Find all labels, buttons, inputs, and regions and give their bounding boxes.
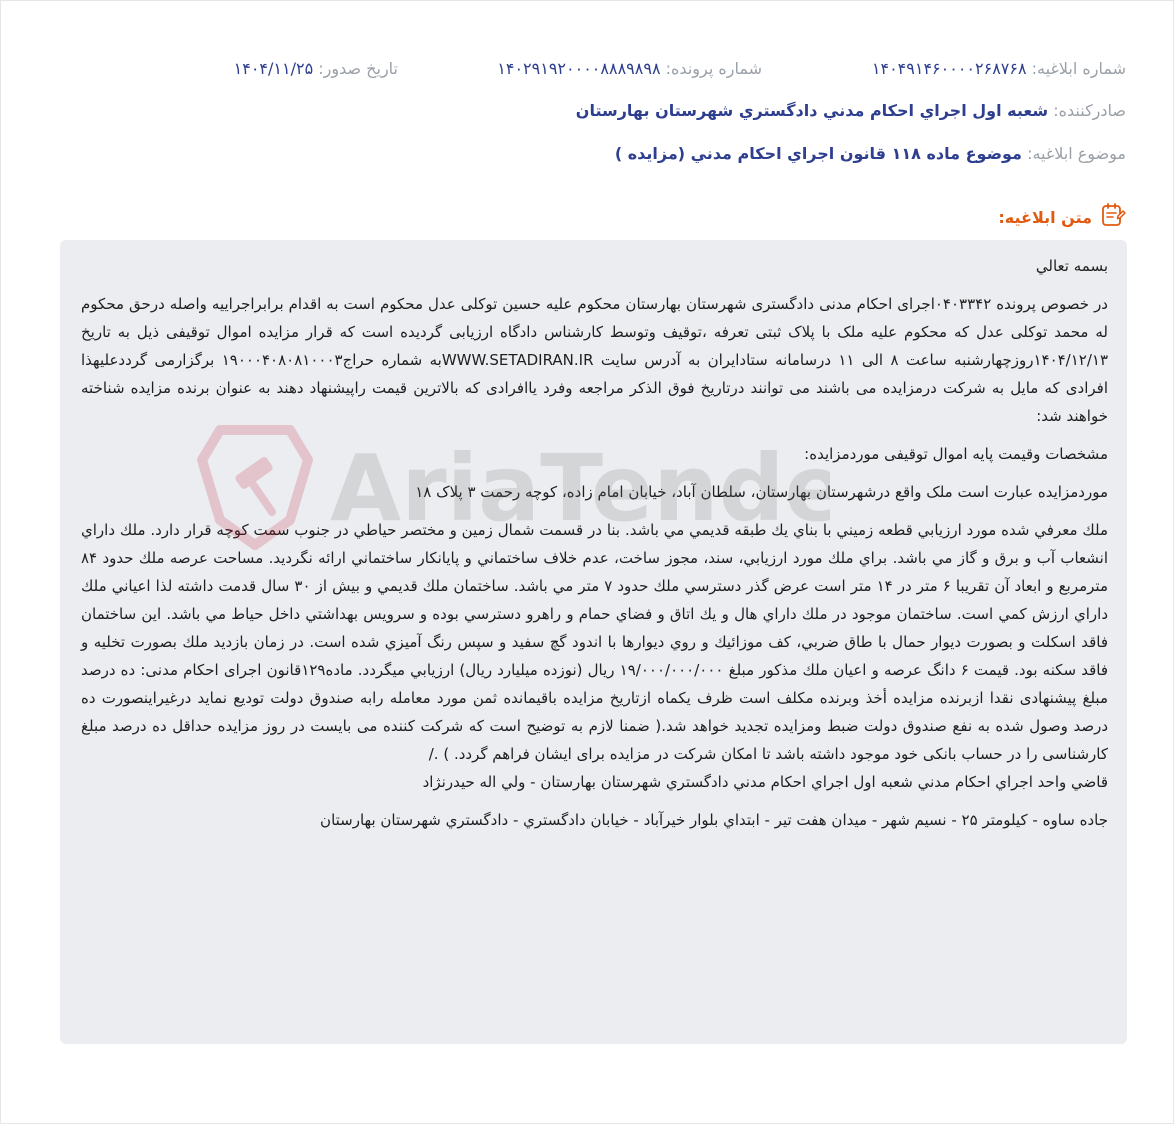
body-paragraph-3: موردمزایده عبارت است ملک واقع درشهرستان بهارستان، سلطان آباد، خیابان امام زاده، کوچه رحمت ۳ پلاک ۱۸ — [415, 483, 1108, 501]
body-title: بسمه تعالي — [1035, 257, 1108, 275]
issuer-row — [576, 99, 1126, 123]
issue-date-label: تاریخ صدور: — [318, 59, 398, 78]
case-number-label: شماره پرونده: — [665, 59, 762, 78]
case-number-row — [497, 57, 762, 81]
subject-label: موضوع ابلاغیه: — [1027, 144, 1126, 163]
issuer-label: صادرکننده: — [1053, 101, 1126, 120]
notice-number-row — [872, 57, 1126, 81]
issue-date-value: ۱۴۰۴/۱۱/۲۵ — [233, 59, 314, 78]
document-text-icon — [1100, 202, 1126, 232]
body-paragraph-1: در خصوص پرونده ۰۴۰۳۳۴۲اجرای احکام مدنی دادگستری شهرستان بهارستان محکوم علیه حسین توکلی عدل محکوم است به اقدام برابراجراییه واصله درحق محکوم له محمد توکلی عدل که محکوم علیه ملک با پلاک ثبتی تعرفه ،توقیف وتوسط کارشناس دادگاه ارزیابی گردیده است که قرار مزایده اموال توقیفی ذیل به تاریخ ۱۴۰۴/۱۲/۱۳روزچهارشنبه ساعت ۸ الی ۱۱ درسامانه ستادایران به آدرس سایت WWW.SETADIRAN.IRبه شماره حراج۱۹۰۰۰۴۰۸۰۸۱۰۰۰۳ برگزارمی گرددعلیهذا افرادی که مایل به شرکت درمزایده می باشند می توانند درتاریخ فوق الذکر مراجعه وفرد یاافرادی که بالاترین قیمت راپیشنهاد دهند به عنوان برنده مزایده شناخته خواهند شد: — [81, 295, 1109, 425]
body-paragraph-5: قاضي واحد اجراي احكام مدني شعبه اول اجراي احكام مدني دادگستري شهرستان بهارستان - ولي اله حيدرنژاد — [422, 773, 1108, 791]
notice-content-box — [60, 240, 1127, 1044]
notice-text-title: متن ابلاغیه: — [998, 207, 1092, 227]
subject-row — [615, 142, 1126, 166]
issuer-value: شعبه اول اجراي احكام مدني دادگستري شهرستان بهارستان — [575, 101, 1049, 120]
notice-number-value: ۱۴۰۴۹۱۴۶۰۰۰۰۲۶۸۷۶۸ — [871, 59, 1027, 78]
case-number-value: ۱۴۰۲۹۱۹۲۰۰۰۰۸۸۸۹۸۹۸ — [497, 59, 661, 78]
body-paragraph-2: مشخصات وقیمت پایه اموال توقیفی موردمزایده: — [804, 445, 1108, 463]
notice-number-label: شماره ابلاغیه: — [1031, 59, 1126, 78]
subject-value: موضوع ماده ۱۱۸ قانون اجراي احكام مدني (مزايده ) — [614, 144, 1022, 163]
issue-date-row — [234, 57, 398, 81]
body-paragraph-4: ملك معرفي شده مورد ارزيابي قطعه زميني با بناي يك طبقه قديمي مي باشد. بنا در قسمت شمال زمين و مختصر حياطي در جنوب سمت كوچه قرار دارد. ملك داراي انشعاب آب و برق و گاز مي باشد. براي ملك مورد ارزيابي، سند، مجوز ساخت، عدم خلاف ساختماني و پايانكار ساختماني ارائه نگرديد. مساحت عرصه ملك حدود ۸۴ مترمربع و ابعاد آن تقريبا ۶ متر در ۱۴ متر است عرض گذر دسترسي ملك حدود ۷ متر مي باشد. ساختمان ملك قديمي و بيش از ۳۰ سال قدمت داشته لذا اعياني ملك داراي ارزش كمي است. ساختمان موجود در ملك داراي هال و يك اتاق و فضاي حمام و راهرو دسترسي بوده و سرويس بهداشتي داخل حياط مي باشد. اين ساختمان فاقد اسكلت و بصورت ديوار حمال با طاق ضربي، كف موزائيك و روي ديوارها با اندود گچ سفيد و سپس رنگ آميزي شده است. در زمان بازديد ملك بصورت تخليه و فاقد سكنه بود. قيمت ۶ دانگ عرصه و اعيان ملك مذكور مبلغ ۱۹/۰۰۰/۰۰۰/۰۰۰ ريال (نوزده ميليارد ريال) ارزيابي ميگردد. ماده۱۲۹قانون اجرای احکام مدنی: ده درصد مبلغ پیشنهادی نقدا ازبرنده مزایده أخذ وبرنده مکلف است ظرف یکماه ازتاریخ مزایده باقیمانده ثمن مورد معامله رابه صندوق دولت تودیع نماید درغیراینصورت ده درصد وصول شده به نفع صندوق دولت ضبط ومزایده تجدید خواهد شد.( ضمنا لازم به توضیح است که شرکت کننده می بایست در روز مزایده حداقل ده درصد مبلغ کارشناسی را در حساب بانکی خود موجود داشته باشد تا امکان شرکت در مزایده برای ایشان فراهم گردد. ) ./ — [81, 521, 1109, 763]
notice-text-heading — [998, 202, 1126, 232]
body-address: جاده ساوه - كيلومتر ۲۵ - نسيم شهر - ميدان هفت تير - ابتداي بلوار خيرآباد - خيابان دادگستري - دادگستري شهرستان بهارستان — [320, 811, 1108, 829]
